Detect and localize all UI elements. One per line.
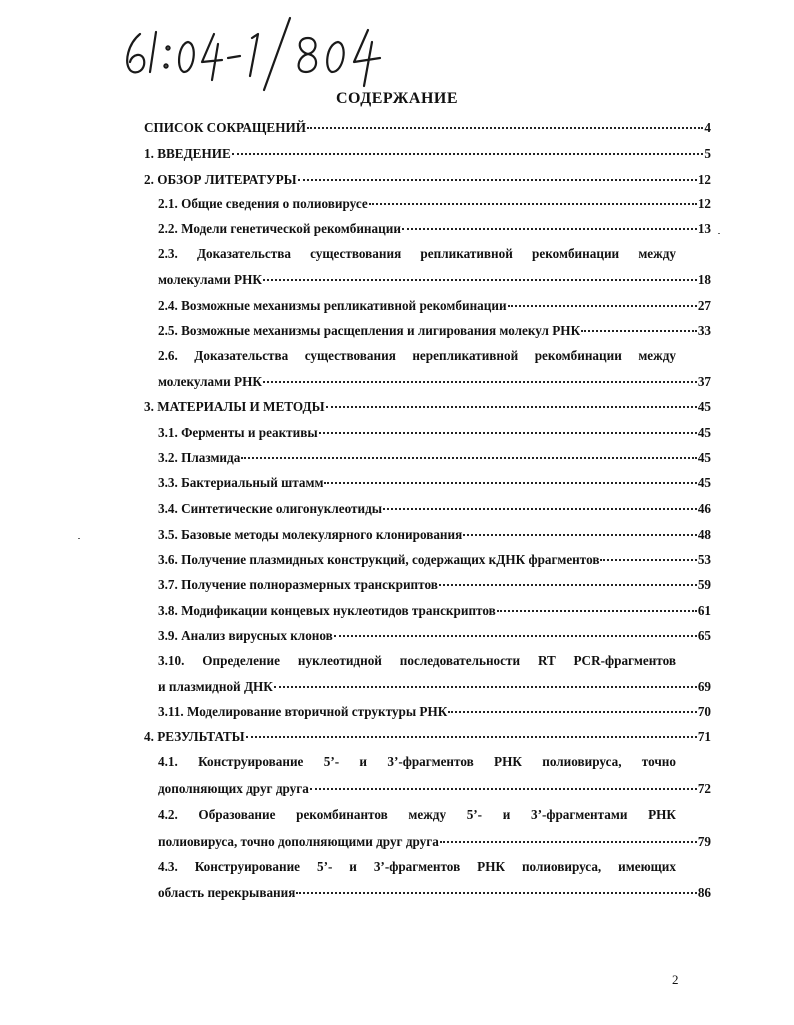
toc-entry	[158, 781, 711, 797]
toc-entry-page: 86	[697, 885, 711, 900]
toc-entry-label: 2.1. Общие сведения о полиовирусе	[158, 196, 368, 211]
toc-entry	[158, 679, 711, 695]
toc-entry-page: 12	[697, 196, 711, 211]
toc-entry-page: 45	[697, 399, 711, 414]
dot-leader	[307, 127, 703, 129]
toc-entry-label: 3.8. Модификации концевых нуклеотидов транскриптов	[158, 603, 496, 618]
toc-entry-first-line: 2.3. Доказательства существования репликативной рекомбинации между	[158, 246, 676, 261]
toc-entry-page: 70	[697, 704, 711, 719]
dot-leader	[463, 534, 697, 536]
toc-entry-page: 12	[697, 172, 711, 187]
toc-entry-first-line: 3.10. Определение нуклеотидной последовательности RT PCR-фрагментов	[158, 653, 676, 668]
toc-entry-page: 53	[697, 552, 711, 567]
toc-entry-first-line: 4.3. Конструирование 5’- и 3’-фрагментов РНК полиовируса, имеющих	[158, 859, 676, 874]
toc-entry-page: 45	[697, 475, 711, 490]
toc-entry	[144, 146, 711, 162]
dot-leader	[310, 788, 697, 790]
toc-entry-page: 33	[697, 323, 711, 338]
toc-entry	[158, 450, 711, 466]
dot-leader	[324, 482, 696, 484]
toc-entry-label: 1. ВВЕДЕНИЕ	[144, 146, 231, 161]
toc-entry-page: 18	[697, 272, 711, 287]
toc-entry-label: молекулами РНК	[158, 272, 262, 287]
toc-entry	[158, 628, 711, 644]
toc-entry	[158, 704, 711, 720]
dot-leader	[581, 330, 697, 332]
dot-leader	[600, 559, 696, 561]
dot-leader	[298, 179, 697, 181]
toc-entry	[158, 196, 711, 212]
dot-leader	[326, 406, 697, 408]
toc-entry-label: и плазмидной ДНК	[158, 679, 273, 694]
toc-entry-label: 3. МАТЕРИАЛЫ И МЕТОДЫ	[144, 399, 325, 414]
toc-entry-label: 2.2. Модели генетической рекомбинации	[158, 221, 401, 236]
toc-entry-label: 2. ОБЗОР ЛИТЕРАТУРЫ	[144, 172, 297, 187]
handwritten-code	[118, 4, 408, 92]
dot-leader	[402, 228, 697, 230]
dot-leader	[334, 635, 697, 637]
dot-leader	[369, 203, 697, 205]
toc-entry	[144, 729, 711, 745]
toc-entry	[158, 527, 711, 543]
toc-entry	[144, 120, 711, 136]
toc-entry-label: 3.3. Бактериальный штамм	[158, 475, 324, 490]
toc-entry-first-line: 4.1. Конструирование 5’- и 3’-фрагментов РНК полиовируса, точно	[158, 754, 676, 769]
toc-entry-label: СПИСОК СОКРАЩЕНИЙ	[144, 120, 306, 135]
dot-leader	[263, 279, 697, 281]
toc-entry	[158, 475, 711, 491]
dot-leader	[232, 153, 704, 155]
dot-leader	[296, 892, 696, 894]
toc-entry-page: 46	[697, 501, 711, 516]
toc-entry	[158, 577, 711, 593]
toc-entry-page: 37	[697, 374, 711, 389]
toc-entry	[158, 374, 711, 390]
toc-entry-page: 13	[697, 221, 711, 236]
toc-entry-page: 48	[697, 527, 711, 542]
dot-leader	[263, 381, 697, 383]
dot-leader	[319, 432, 697, 434]
toc-entry-label: 2.4. Возможные механизмы репликативной рекомбинации	[158, 298, 507, 313]
toc-entry-label: 3.7. Получение полноразмерных транскриптов	[158, 577, 438, 592]
toc-entry-page: 71	[697, 729, 711, 744]
dot-leader	[497, 610, 697, 612]
toc-entry-label: полиовируса, точно дополняющими друг друга	[158, 834, 439, 849]
toc-entry	[158, 834, 711, 850]
page-title: СОДЕРЖАНИЕ	[335, 90, 459, 107]
scan-speck	[78, 538, 80, 539]
toc-entry-first-line: 4.2. Образование рекомбинантов между 5’- и 3’-фрагментами РНК	[158, 807, 676, 822]
toc-entry-label: 3.11. Моделирование вторичной структуры РНК	[158, 704, 448, 719]
toc-entry-page: 27	[697, 298, 711, 313]
toc-entry-label: 2.5. Возможные механизмы расщепления и лигирования молекул РНК	[158, 323, 581, 338]
toc-entry-page: 45	[697, 425, 711, 440]
toc-entry-page: 4	[704, 120, 711, 135]
toc-entry-label: молекулами РНК	[158, 374, 262, 389]
toc-entry-first-line: 2.6. Доказательства существования нерепликативной рекомбинации между	[158, 348, 676, 363]
toc-entry	[158, 298, 711, 314]
toc-entry	[158, 885, 711, 901]
toc-entry-page: 79	[697, 834, 711, 849]
toc-entry	[158, 221, 711, 237]
toc-entry-page: 65	[697, 628, 711, 643]
toc-entry	[158, 552, 711, 568]
dot-leader	[508, 305, 697, 307]
scan-speck	[718, 233, 720, 234]
toc-entry-page: 59	[697, 577, 711, 592]
dot-leader	[241, 457, 697, 459]
dot-leader	[439, 584, 697, 586]
toc-entry-label: 3.5. Базовые методы молекулярного клонирования	[158, 527, 463, 542]
toc-entry-label: 3.2. Плазмида	[158, 450, 241, 465]
toc-entry-label: 4. РЕЗУЛЬТАТЫ	[144, 729, 245, 744]
toc-entry-page: 5	[704, 146, 711, 161]
toc-entry	[158, 425, 711, 441]
toc-entry	[144, 399, 711, 415]
toc-entry	[144, 172, 711, 188]
toc-entry	[158, 272, 711, 288]
toc-entry	[158, 603, 711, 619]
toc-entry-label: дополняющих друг друга	[158, 781, 309, 796]
toc-entry-label: 3.4. Синтетические олигонуклеотиды	[158, 501, 383, 516]
dot-leader	[448, 711, 697, 713]
toc-entry	[158, 501, 711, 517]
toc-entry-label: 3.1. Ферменты и реактивы	[158, 425, 318, 440]
toc-entry	[158, 323, 711, 339]
dot-leader	[440, 841, 697, 843]
toc-entry-label: 3.9. Анализ вирусных клонов	[158, 628, 333, 643]
toc-entry-page: 69	[697, 679, 711, 694]
dot-leader	[274, 686, 697, 688]
toc-entry-page: 61	[697, 603, 711, 618]
dot-leader	[246, 736, 697, 738]
toc-entry-page: 72	[697, 781, 711, 796]
dot-leader	[383, 508, 697, 510]
page-number: 2	[672, 972, 679, 987]
handwritten-code-drawing	[118, 4, 408, 92]
toc-entry-label: область перекрывания	[158, 885, 296, 900]
toc-entry-label: 3.6. Получение плазмидных конструкций, содержащих кДНК фрагментов	[158, 552, 600, 567]
toc-entry-page: 45	[697, 450, 711, 465]
